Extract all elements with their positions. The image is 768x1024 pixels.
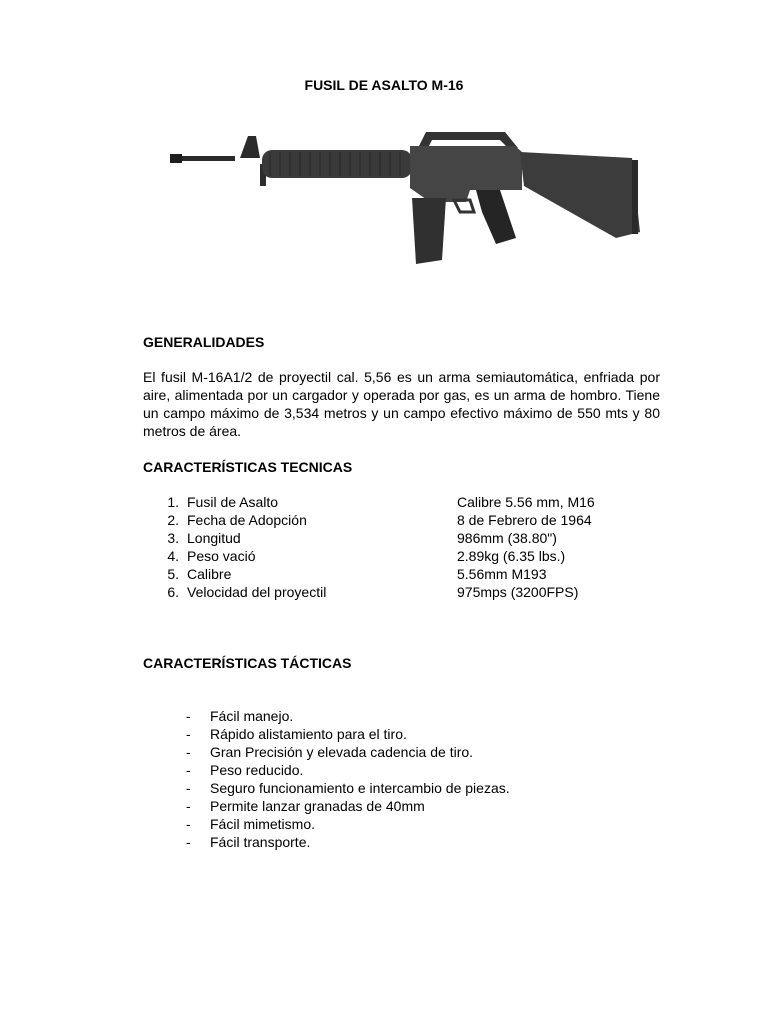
spec-row [143, 529, 663, 547]
list-item [186, 779, 666, 797]
spec-value: 986mm (38.80") [457, 530, 557, 546]
list-item [186, 707, 666, 725]
spec-row [143, 511, 663, 529]
list-item [186, 833, 666, 851]
spec-value: 2.89kg (6.35 lbs.) [457, 548, 566, 564]
list-item-text: Fácil transporte. [210, 834, 311, 850]
list-item [186, 761, 666, 779]
list-item-text: Peso reducido. [210, 762, 304, 778]
spec-label: Peso vació [187, 548, 256, 564]
page-title: FUSIL DE ASALTO M-16 [304, 77, 464, 93]
section-heading-tacticas: CARACTERÍSTICAS TÁCTICAS [143, 655, 352, 671]
spec-label: Fusil de Asalto [187, 494, 279, 510]
list-item [186, 815, 666, 833]
spec-value: 975mps (3200FPS) [457, 584, 579, 600]
spec-label: Calibre [187, 566, 232, 582]
spec-row [143, 547, 663, 565]
rifle-image [170, 128, 640, 278]
spec-row [143, 493, 663, 511]
spec-number: 5. [167, 566, 179, 582]
spec-number: 3. [167, 530, 179, 546]
list-item-text: Seguro funcionamiento e intercambio de piezas. [210, 780, 510, 796]
spec-number: 1. [167, 494, 179, 510]
list-item-text: Permite lanzar granadas de 40mm [210, 798, 425, 814]
section-heading-generalidades: GENERALIDADES [143, 334, 265, 350]
list-item [186, 725, 666, 743]
list-item [186, 743, 666, 761]
bullet-dash: - [186, 780, 191, 796]
spec-value: 8 de Febrero de 1964 [457, 512, 592, 528]
list-item [186, 797, 666, 815]
generalidades-paragraph: El fusil M-16A1/2 de proyectil cal. 5,56 es un arma semiautomática, enfriada por aire, alimentada por un cargador y operada por gas, es un arma de hombro. Tiene un campo máximo de 3,534 metros y un campo efectivo máximo de 550 mts y 80 metros de área. [143, 369, 660, 439]
spec-label: Longitud [187, 530, 241, 546]
section-heading-tecnicas: CARACTERÍSTICAS TECNICAS [143, 459, 353, 475]
tactics-list [186, 707, 666, 851]
list-item-text: Fácil mimetismo. [210, 816, 316, 832]
spec-value: Calibre 5.56 mm, M16 [457, 494, 595, 510]
spec-row [143, 583, 663, 601]
bullet-dash: - [186, 726, 191, 742]
spec-value: 5.56mm M193 [457, 566, 547, 582]
bullet-dash: - [186, 834, 191, 850]
bullet-dash: - [186, 816, 191, 832]
list-item-text: Rápido alistamiento para el tiro. [210, 726, 407, 742]
bullet-dash: - [186, 744, 191, 760]
spec-label: Fecha de Adopción [187, 512, 307, 528]
bullet-dash: - [186, 762, 191, 778]
bullet-dash: - [186, 708, 191, 724]
spec-number: 4. [167, 548, 179, 564]
list-item-text: Fácil manejo. [210, 708, 294, 724]
list-item-text: Gran Precisión y elevada cadencia de tiro. [210, 744, 474, 760]
spec-number: 2. [167, 512, 179, 528]
spec-row [143, 565, 663, 583]
specs-list [143, 493, 663, 601]
bullet-dash: - [186, 798, 191, 814]
spec-number: 6. [167, 584, 179, 600]
spec-label: Velocidad del proyectil [187, 584, 327, 600]
